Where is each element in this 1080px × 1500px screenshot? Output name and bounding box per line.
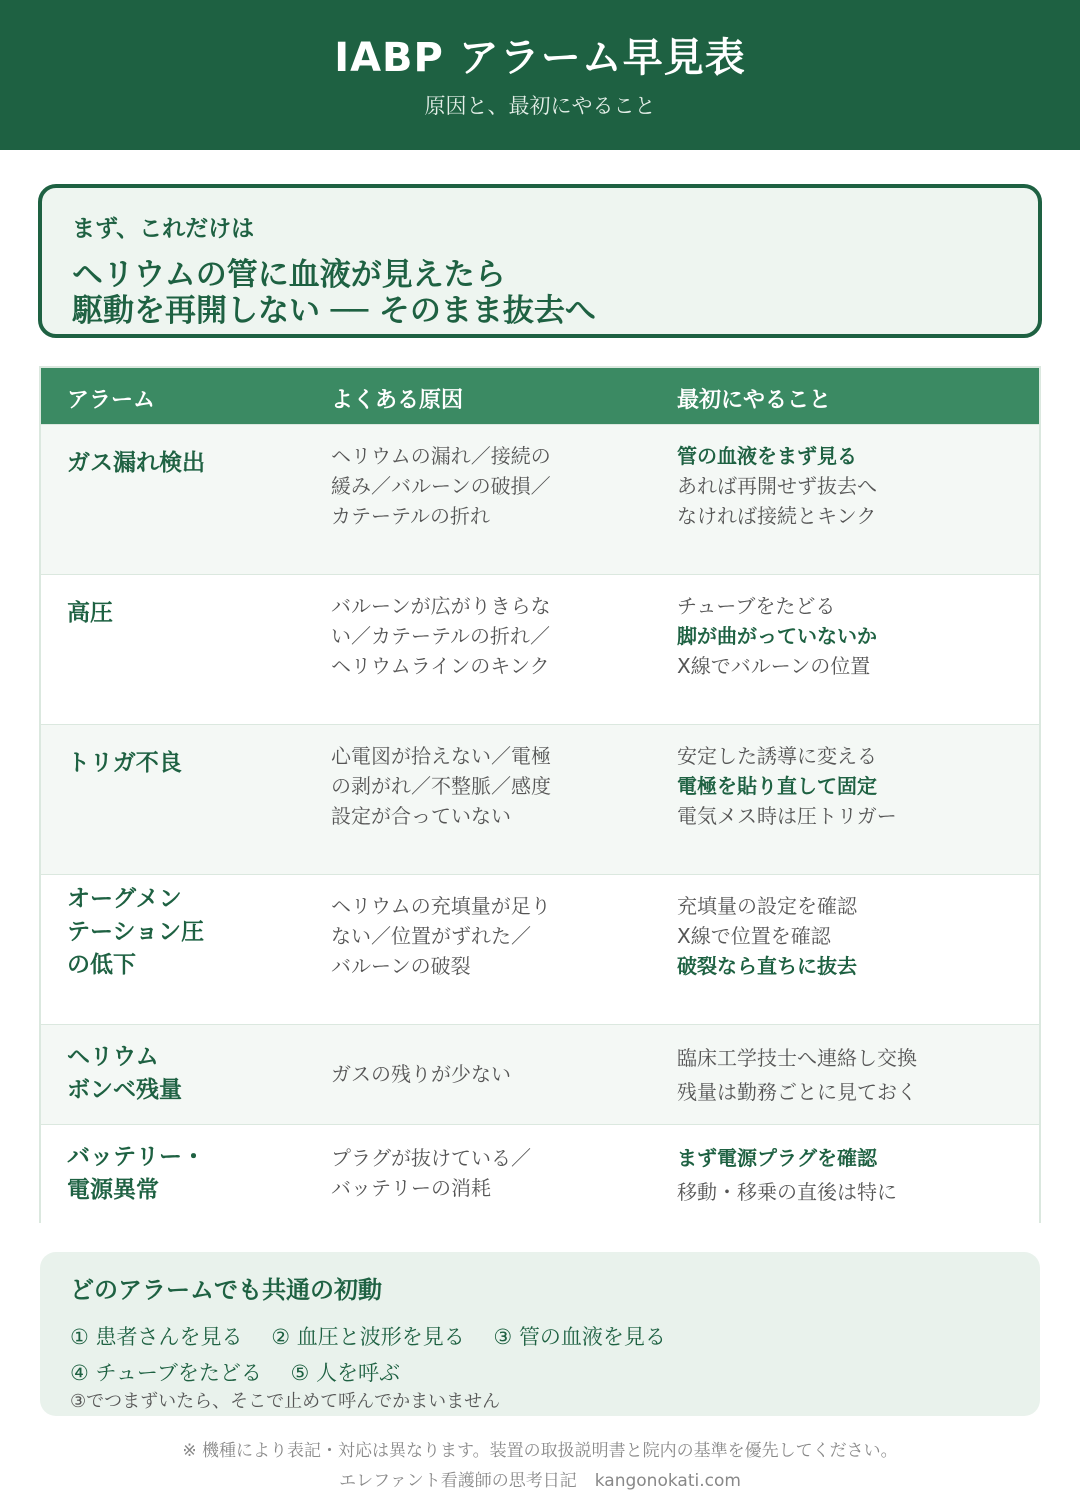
action-line: 臨床工学技士へ連絡し交換 [677,1046,917,1070]
alarm-cause [331,1143,571,1203]
action-line: 破裂なら直ちに抜去 [677,954,857,978]
cause-line: 設定が合っていない [331,804,511,828]
alarm-name [67,1041,182,1107]
action-line: X線で位置を確認 [677,924,831,948]
alarm-name [67,747,182,780]
header-alarm: アラーム [67,388,156,413]
action-line: 脚が曲がっていないか [677,624,877,648]
header-action: 最初にやること [677,388,832,413]
page-header [0,0,1080,150]
action-line: 電極を貼り直して固定 [677,774,877,798]
cause-line: バルーンの破裂 [331,954,471,978]
action-line: 電気メス時は圧トリガー [677,804,897,828]
action-line: チューブをたどる [677,594,836,618]
alarm-name-line: ガス漏れ検出 [67,450,205,476]
cause-line: ガスの残りが少ない [331,1062,511,1086]
footer-site: kangonokati.com [594,1471,741,1491]
alarm-cause [331,591,571,681]
first-action [677,441,877,531]
alarm-name-line: バッテリー・ [67,1144,205,1170]
cause-line: 心電図が拾えない／電極 [331,744,551,768]
common-first-steps [40,1252,1040,1416]
cause-line: バルーンが広がりきらな [331,594,551,618]
footer-author: エレファント看護師の思考日記 [339,1471,577,1491]
critical-alert-box [38,184,1042,338]
table-row [41,874,1039,1024]
alert-line-1: ヘリウムの管に血液が見えたら [72,257,506,293]
alarm-name [67,1141,205,1207]
alarm-cause [331,1059,571,1089]
table-row [41,424,1039,574]
first-action [677,591,877,681]
action-line: なければ接続とキンク [677,504,877,528]
page-subtitle: 原因と、最初にやること [424,94,656,118]
common-title: どのアラームでも共通の初動 [70,1276,382,1304]
page-title: IABP アラーム早見表 [334,35,746,81]
action-line: 管の血液をまず見る [677,444,857,468]
alarm-name-line: の低下 [67,952,136,978]
first-action [677,1141,897,1209]
page-footer [0,1436,1080,1496]
alarm-name [67,597,113,630]
alarm-name-line: ボンベ残量 [67,1077,182,1103]
alarm-table [39,366,1041,1223]
alarm-name-line: オーグメン [67,886,182,912]
alarm-name [67,447,205,480]
first-action [677,741,897,831]
header-cause: よくある原因 [331,388,464,413]
first-action [677,1041,917,1109]
cause-line: ヘリウムの漏れ／接続の [331,444,551,468]
common-note: ③でつまずいたら、そこで止めて呼んでかまいません [70,1391,501,1412]
cause-line: バッテリーの消耗 [331,1176,491,1200]
alarm-name-line: トリガ不良 [67,750,182,776]
step-item: ④ チューブをたどる [70,1361,262,1385]
cause-line: プラグが抜けている／ [331,1146,531,1170]
cause-line: ヘリウムラインのキンク [331,654,550,678]
alarm-cause [331,741,571,831]
cause-line: ない／位置がずれた／ [331,924,531,948]
alarm-cause [331,891,571,981]
action-line: 安定した誘導に変える [677,744,877,768]
table-row [41,724,1039,874]
action-line: まず電源プラグを確認 [677,1146,877,1170]
cause-line: ヘリウムの充填量が足り [331,894,551,918]
alarm-name-line: ヘリウム [67,1044,159,1070]
alarm-name-line: テーション圧 [67,919,205,945]
alert-lead: まず、これだけは [72,216,255,242]
table-header [41,368,1039,424]
table-row [41,1124,1039,1224]
action-line: 残量は勤務ごとに見ておく [677,1080,917,1104]
step-item: ② 血圧と波形を見る [271,1325,465,1349]
action-line: X線でバルーンの位置 [677,654,871,678]
table-row [41,574,1039,724]
cause-line: い／カテーテルの折れ／ [331,624,550,648]
step-item: ③ 管の血液を見る [493,1325,666,1349]
alarm-name-line: 電源異常 [67,1177,159,1203]
alert-line-2: 駆動を再開しない ── そのまま抜去へ [72,293,596,329]
table-row [41,1024,1039,1124]
alarm-name [67,883,204,982]
cause-line: 緩み／バルーンの破損／ [331,474,551,498]
steps-line-2 [70,1355,1010,1391]
action-line: あれば再開せず抜去へ [677,474,877,498]
first-action [677,891,857,981]
alarm-name-line: 高圧 [67,600,113,626]
footer-disclaimer: ※ 機種により表記・対応は異なります。装置の取扱説明書と院内の基準を優先してください。 [182,1441,898,1461]
action-line: 充填量の設定を確認 [677,894,857,918]
action-line: 移動・移乗の直後は特に [677,1180,897,1204]
step-item: ⑤ 人を呼ぶ [290,1361,401,1385]
alarm-cause [331,441,571,531]
step-item: ① 患者さんを見る [70,1325,243,1349]
cause-line: カテーテルの折れ [331,504,490,528]
steps-line-1 [70,1319,1010,1355]
cause-line: の剥がれ／不整脈／感度 [331,774,551,798]
